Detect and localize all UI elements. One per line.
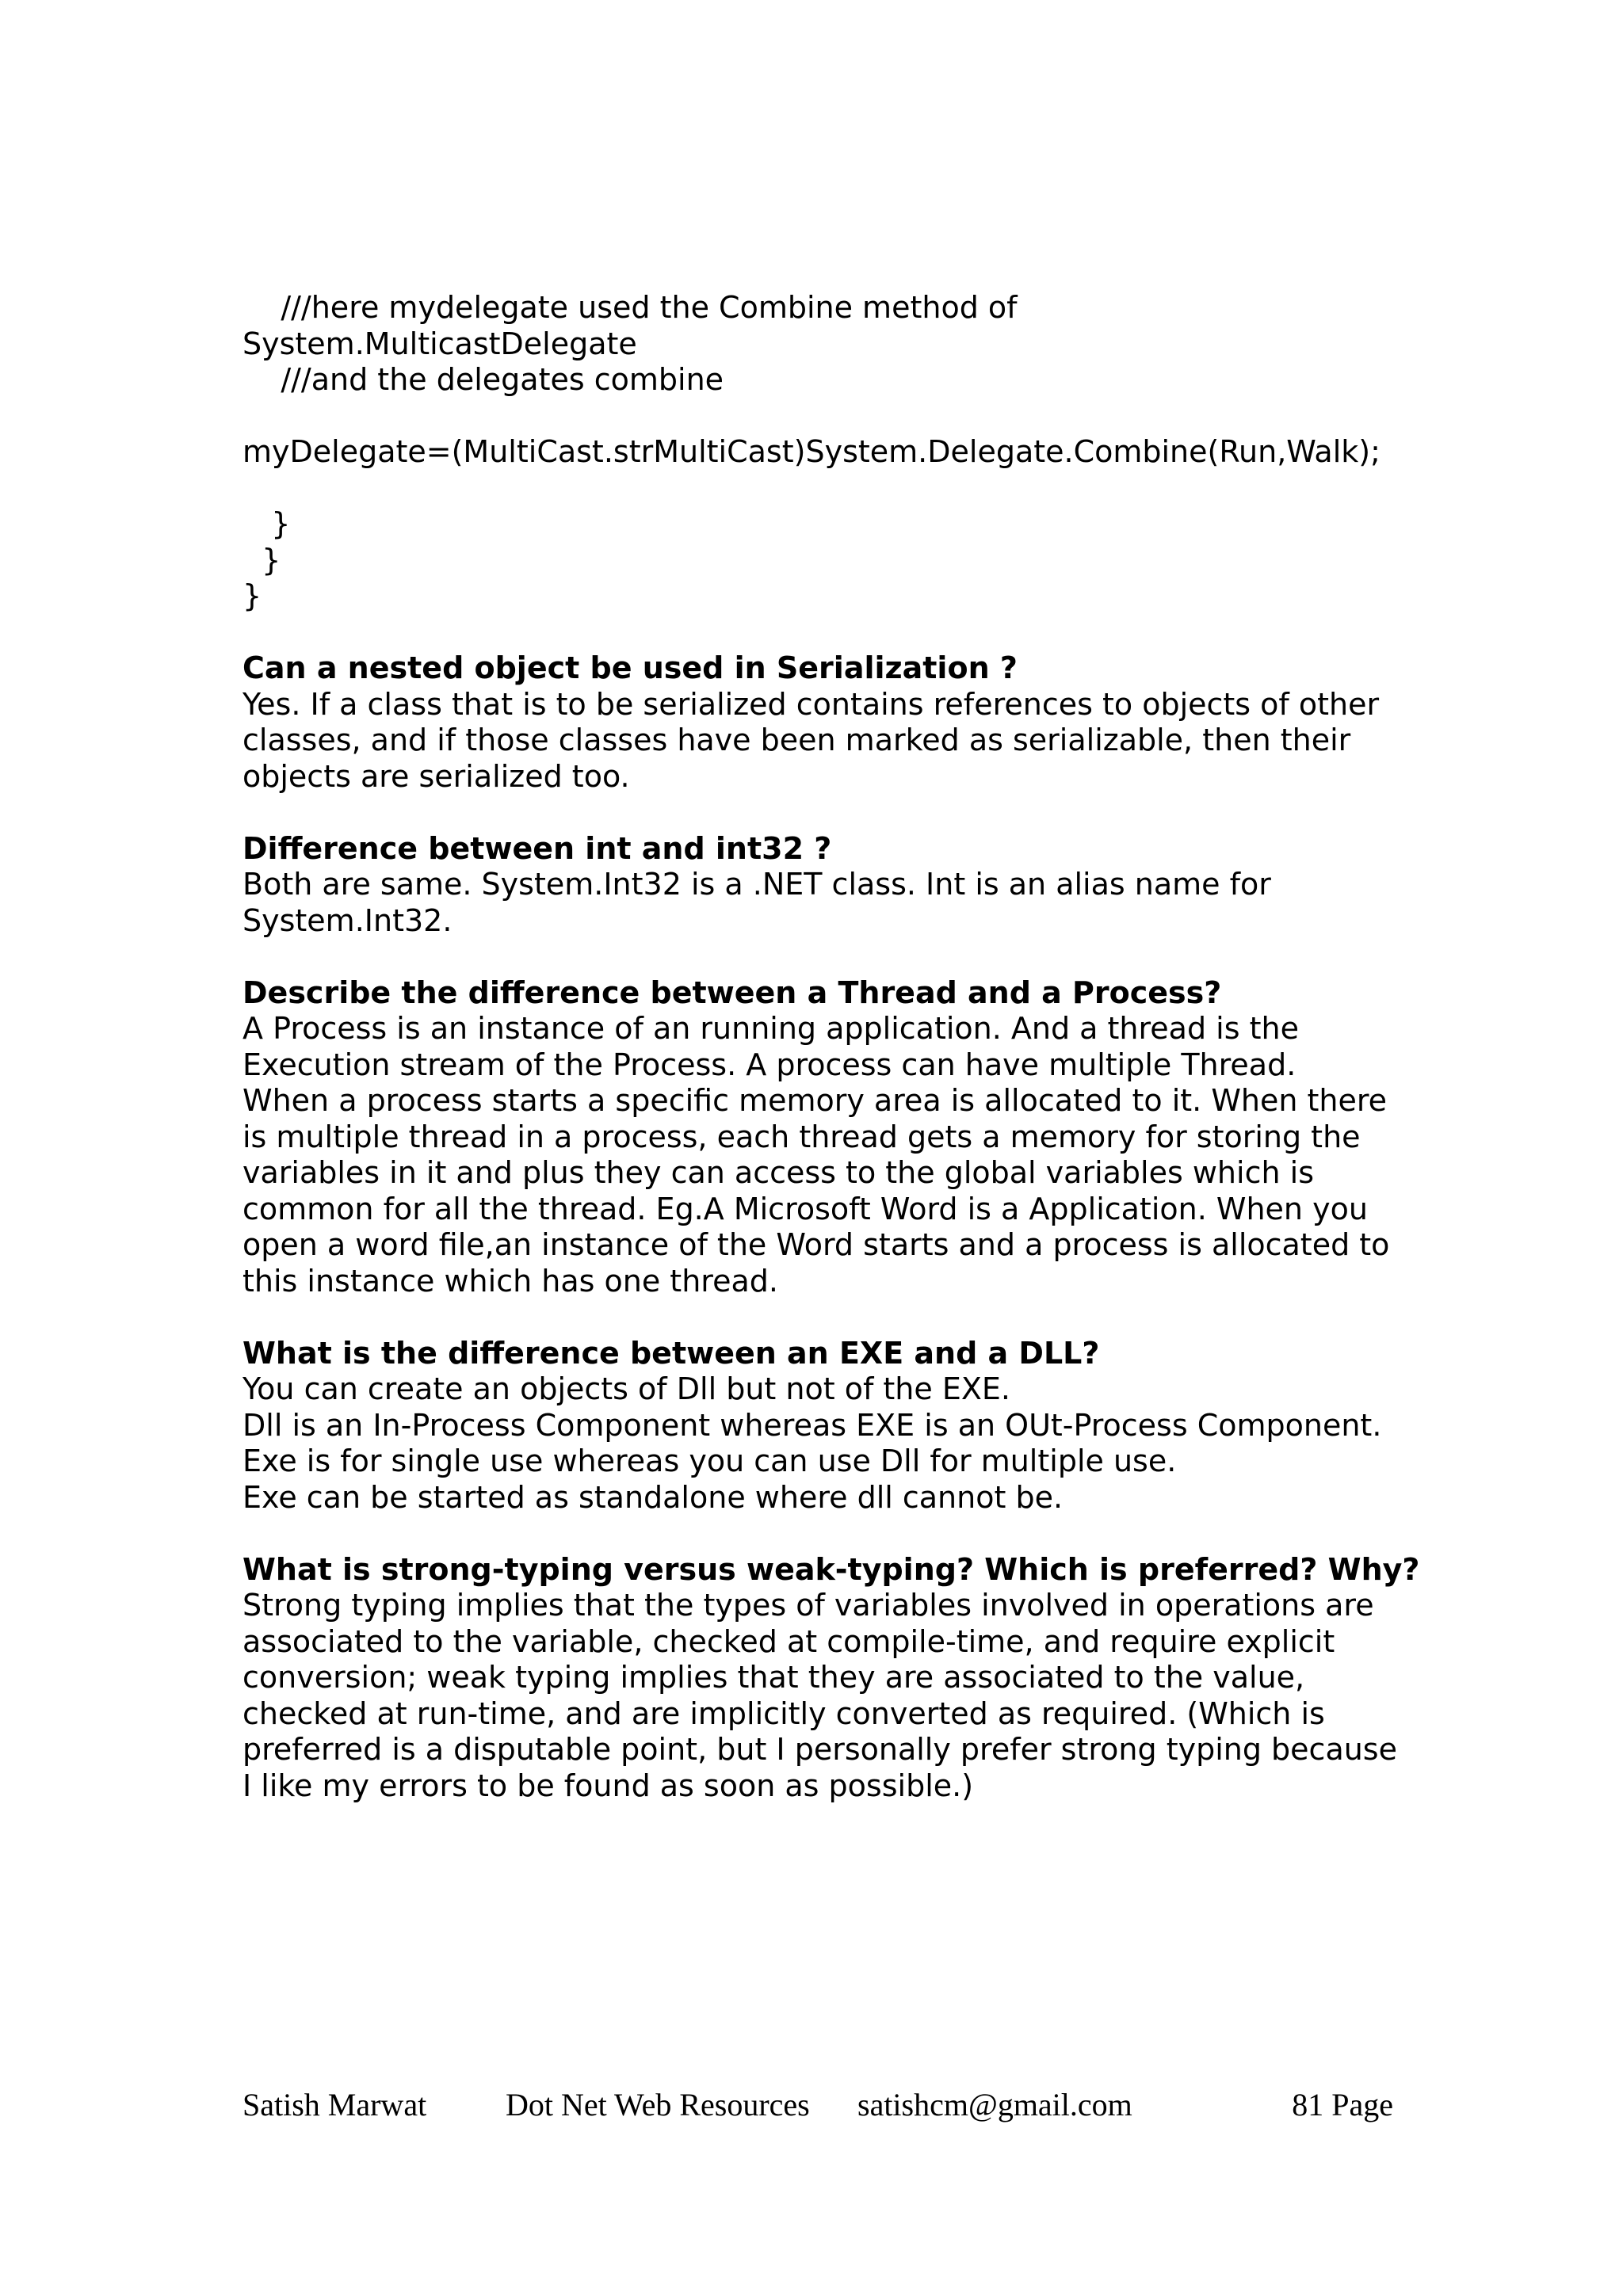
answer-line: Both are same. System.Int32 is a .NET class. Int is an alias name for — [242, 867, 1271, 902]
answer-line: System.Int32. — [242, 902, 453, 938]
answer-line: objects are serialized too. — [242, 758, 630, 794]
question-heading: What is the difference between an EXE and a DLL? — [242, 1335, 1100, 1371]
answer-line: conversion; weak typing implies that they are associated to the value, — [242, 1660, 1305, 1695]
code-block — [242, 290, 1415, 615]
answer-line: Execution stream of the Process. A process can have multiple Thread. — [242, 1047, 1296, 1082]
answer-line: checked at run-time, and are implicitly converted as required. (Which is — [242, 1695, 1325, 1731]
qa-exe-dll — [242, 1336, 1415, 1516]
answer-line: When a process starts a specific memory area is allocated to it. When there — [242, 1083, 1388, 1118]
qa-serialization — [242, 650, 1415, 795]
answer-line: Exe is for single use whereas you can use Dll for multiple use. — [242, 1444, 1177, 1478]
code-line: } — [242, 578, 262, 613]
answer-line: You can create an objects of Dll but not of the EXE. — [242, 1371, 1010, 1406]
qa-thread-process — [242, 975, 1415, 1300]
footer-author: Satish Marwat — [242, 2087, 427, 2122]
answer-line: classes, and if those classes have been marked as serializable, then their — [242, 723, 1351, 757]
footer-title: Dot Net Web Resources — [506, 2087, 810, 2122]
qa-int-int32 — [242, 831, 1415, 940]
code-line: ///and the delegates combine — [242, 362, 724, 397]
answer-line: common for all the thread. Eg.A Microsoft Word is a Application. When you — [242, 1191, 1368, 1226]
answer-line: preferred is a disputable point, but I personally prefer strong typing because — [242, 1732, 1397, 1767]
code-blank-line — [242, 471, 1415, 507]
answer-line: Exe can be started as standalone where dll cannot be. — [242, 1479, 1064, 1515]
page-content — [242, 290, 1420, 1804]
question-heading: Difference between int and int32 ? — [242, 830, 832, 866]
section-spacer — [242, 1299, 1415, 1336]
answer-line: Yes. If a class that is to be serialized contains references to objects of other — [242, 686, 1380, 722]
question-heading: Describe the difference between a Thread and a Process? — [242, 974, 1222, 1010]
answer-line: this instance which has one thread. — [242, 1263, 778, 1299]
section-spacer — [242, 795, 1415, 831]
code-blank-line — [242, 399, 1415, 435]
answer-line: open a word file,an instance of the Word starts and a process is allocated to — [242, 1227, 1390, 1262]
code-line: System.MulticastDelegate — [242, 326, 637, 361]
footer-page-number: 81 Page — [1292, 2087, 1393, 2122]
code-line: } — [242, 506, 291, 541]
code-line: } — [242, 542, 281, 578]
code-line: ///here mydelegate used the Combine method of — [242, 290, 1018, 325]
qa-strong-weak-typing — [242, 1551, 1420, 1805]
answer-line: I like my errors to be found as soon as possible.) — [242, 1768, 974, 1803]
answer-line: is multiple thread in a process, each thread gets a memory for storing the — [242, 1119, 1361, 1154]
question-heading: Can a nested object be used in Serialization ? — [242, 650, 1018, 685]
answer-line: A Process is an instance of an running application. And a thread is the — [242, 1011, 1299, 1046]
footer-email: satishcm@gmail.com — [857, 2087, 1132, 2122]
page-footer — [242, 2085, 1393, 2125]
code-line: myDelegate=(MultiCast.strMultiCast)System.Delegate.Combine(Run,Walk); — [242, 434, 1381, 469]
question-heading: What is strong-typing versus weak-typing? Which is preferred? Why? — [242, 1551, 1420, 1587]
answer-line: Dll is an In-Process Component whereas EXE is an OUt-Process Component. — [242, 1407, 1382, 1443]
section-spacer — [242, 1516, 1415, 1552]
section-spacer — [242, 615, 1415, 651]
section-spacer — [242, 939, 1415, 975]
answer-line: variables in it and plus they can access to the global variables which is — [242, 1155, 1314, 1190]
answer-line: Strong typing implies that the types of variables involved in operations are — [242, 1588, 1374, 1623]
answer-line: associated to the variable, checked at compile-time, and require explicit — [242, 1623, 1335, 1659]
